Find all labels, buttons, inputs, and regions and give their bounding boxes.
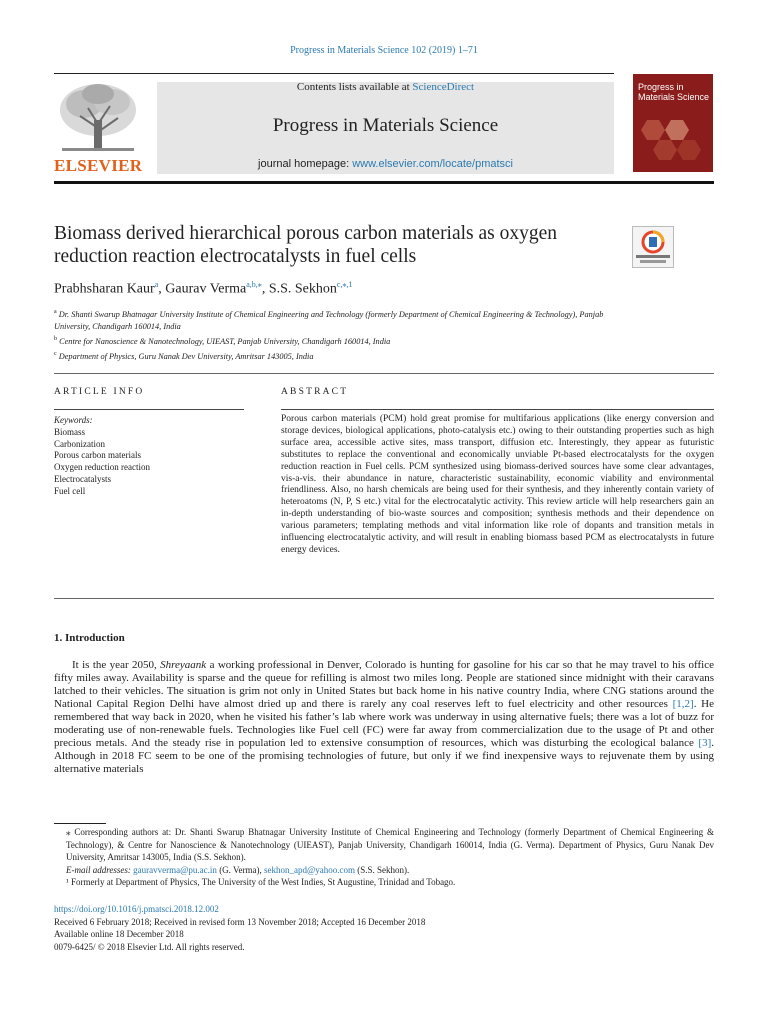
cover-title: Progress in Materials Science (638, 82, 710, 102)
email-link[interactable]: sekhon_apd@yahoo.com (264, 864, 356, 875)
affiliation-mark: a (54, 309, 57, 315)
author-separator: , (158, 281, 166, 297)
email-owner: (G. Verma), (216, 864, 265, 875)
intro-name: Shreyaank (160, 659, 207, 671)
author-list (54, 280, 352, 298)
affiliation-mark: c (54, 350, 57, 357)
article-title: Biomass derived hierarchical porous carbon materials as oxygen reduction reaction electrocatalysts in fuel cells (54, 223, 558, 267)
author-affil-mark[interactable]: a,b,⁎ (246, 280, 262, 289)
homepage-link[interactable]: www.elsevier.com/locate/pmatsci (352, 158, 513, 170)
online-date: Available online 18 December 2018 (54, 929, 184, 939)
journal-reference[interactable]: Progress in Materials Science 102 (2019) 1–71 (290, 45, 478, 56)
intro-text-segment: . Although in 2018 FC seem to be one of the promising technologies of future, but only if we find inexpensive ways to rejuvenate them by using alternative materials (54, 736, 714, 775)
email-link[interactable]: gauravverma@pu.ac.in (133, 864, 217, 875)
contents-line (157, 81, 614, 93)
received-dates: Received 6 February 2018; Received in revised form 13 November 2018; Accepted 16 December 2018 (54, 916, 426, 927)
author-affil-mark[interactable]: a (154, 280, 159, 289)
footnote-rule (54, 823, 106, 824)
email-label: E-mail addresses: (66, 864, 134, 875)
author-name: Prabhsharan Kaur (54, 281, 155, 297)
doi-link[interactable]: https://doi.org/10.1016/j.pmatsci.2018.12.002 (54, 904, 219, 914)
copyright: 0079-6425/ © 2018 Elsevier Ltd. All rights reserved. (54, 941, 245, 952)
journal-homepage (157, 158, 614, 170)
citation-link[interactable]: [1,2] (672, 697, 694, 710)
keyword-item: Fuel cell (54, 485, 86, 496)
affiliation-text: Department of Physics, Guru Nanak Dev University, Amritsar 143005, India (58, 351, 314, 361)
intro-text-segment: . He remembered that way back in 2020, when he visited his father’s lab where work was underway in using alternative fuels; there was a lot of buzz for moderating use of non-renewable fuels. Technologies like Fuel cell (FC) were far away from commercialization due to the usage of Pt and other precious metals. And the steady rise in population led to extensive consumption of resources, which was disturbing the ecological balance (54, 697, 714, 749)
abstract-rule (281, 409, 714, 410)
keyword-item: Biomass (54, 426, 86, 437)
intro-text-segment: It is the year 2050, (72, 659, 161, 671)
author-name: S.S. Sekhon (268, 281, 337, 297)
header-bottom-rule (54, 181, 714, 184)
author-name: Gaurav Verma (165, 281, 247, 297)
journal-cover-thumbnail[interactable] (633, 74, 713, 172)
intro-text-segment: a working professional in Denver, Colorado is hunting for gasoline for his car so that he may travel to his office fifty miles away. Availability is sparse and the queue for refilling is almost two miles long. People are stationed since midnight with their caravans latched to their vehicles. The situation is grim not only in United States but back home in his native country India, where CNG stations around the National Capital Region Delhi have almost dried up and there is rarely any coal reserves left to fuel electricity and other resources (54, 659, 714, 710)
elsevier-wordmark: ELSEVIER (54, 156, 143, 175)
corresponding-author-note: ⁎ Corresponding authors at: Dr. Shanti Swarup Bhatnagar University Institute of Chemical Engineering and Technology (formerly Department of Chemical Engineering & Technology), & Centre for Nanoscience & Nanotechnology (UIEAST), Panjab University, Chandigarh 160014, India (G. Verma). Department of Physics, Guru Nanak Dev University, Amritsar 143005, India (S.S. Sekhon). (66, 827, 714, 862)
header-top-rule (54, 73, 614, 74)
abstract-end-rule (54, 598, 714, 599)
keywords-list (54, 415, 150, 498)
footnote-1: ¹ Formerly at Department of Physics, The University of the West Indies, St Augustine, Trinidad and Tobago. (66, 877, 456, 887)
introduction-heading: 1. Introduction (54, 632, 125, 644)
affiliation-text: Centre for Nanoscience & Nanotechnology, UIEAST, Panjab University, Chandigarh 160014, India (59, 336, 391, 346)
affiliation-item (54, 306, 614, 333)
email-line (54, 864, 714, 877)
affiliation-mark: b (54, 335, 57, 342)
affiliations (54, 306, 614, 362)
contents-prefix: Contents lists available at (296, 81, 413, 93)
author-separator: , (261, 281, 269, 297)
keyword-item: Electrocatalysts (54, 473, 111, 484)
keyword-item: Carbonization (54, 438, 105, 449)
check-for-updates-icon[interactable] (632, 226, 674, 268)
abstract-text: Porous carbon materials (PCM) hold great promise for multifarious applications (like energy conversion and storage devices, biological applications, photo-catalysis etc.) owing to their outstanding properties such as high surface area, accessible active sites, mass transport, diffusion etc. Interestingly, they appear as futuristic substitutes to replace the conventional and economically unviable Pt-based electrocatalysts for the oxygen reduction reaction in Fuel cells. PCM synthesized using biomass-derived sources have some clear advantages, vis-a-vis. their abundance in nature, characteristic sustainability, economic viability and environmental friendliness. Also, no harsh chemicals are being used for their synthesis, and they inherently contain variety of heteroatoms (N, P, S etc.) vital for the electrocatalytic activity. This review article will help researchers gain an in-depth understanding of bio-waste sources and composition; synthesis methods and their dependence on various parameters; templating methods and vital information like role of dopants and transition metals in influencing electrocatalytic activity, and will result in enabling biomass based PCM as electrocatalysts in future energy devices. (281, 414, 714, 555)
article-info-heading: ARTICLE INFO (54, 387, 145, 397)
citation-link[interactable]: [3] (698, 736, 712, 749)
affiliation-item (54, 348, 614, 363)
abstract-heading: ABSTRACT (281, 387, 349, 397)
affiliation-text: Dr. Shanti Swarup Bhatnagar University Institute of Chemical Engineering and Technology (formerly Department of Chemical Engineering & Technology), Panjab University, Chandigarh 160014, India (54, 309, 604, 331)
sciencedirect-link[interactable]: ScienceDirect (412, 81, 475, 93)
keyword-item: Oxygen reduction reaction (54, 462, 150, 473)
introduction-paragraph (54, 659, 714, 776)
affiliation-item (54, 333, 614, 348)
publication-info (54, 903, 714, 953)
author-affil-mark[interactable]: c,⁎,1 (336, 280, 353, 289)
keyword-item: Porous carbon materials (54, 450, 141, 461)
section-divider (54, 373, 714, 374)
footnotes (54, 826, 714, 889)
journal-title: Progress in Materials Science (272, 115, 499, 136)
email-owner: (S.S. Sekhon). (355, 864, 410, 875)
homepage-prefix: journal homepage: (258, 158, 353, 170)
keywords-label: Keywords: (54, 415, 93, 425)
article-info-rule (54, 409, 244, 410)
